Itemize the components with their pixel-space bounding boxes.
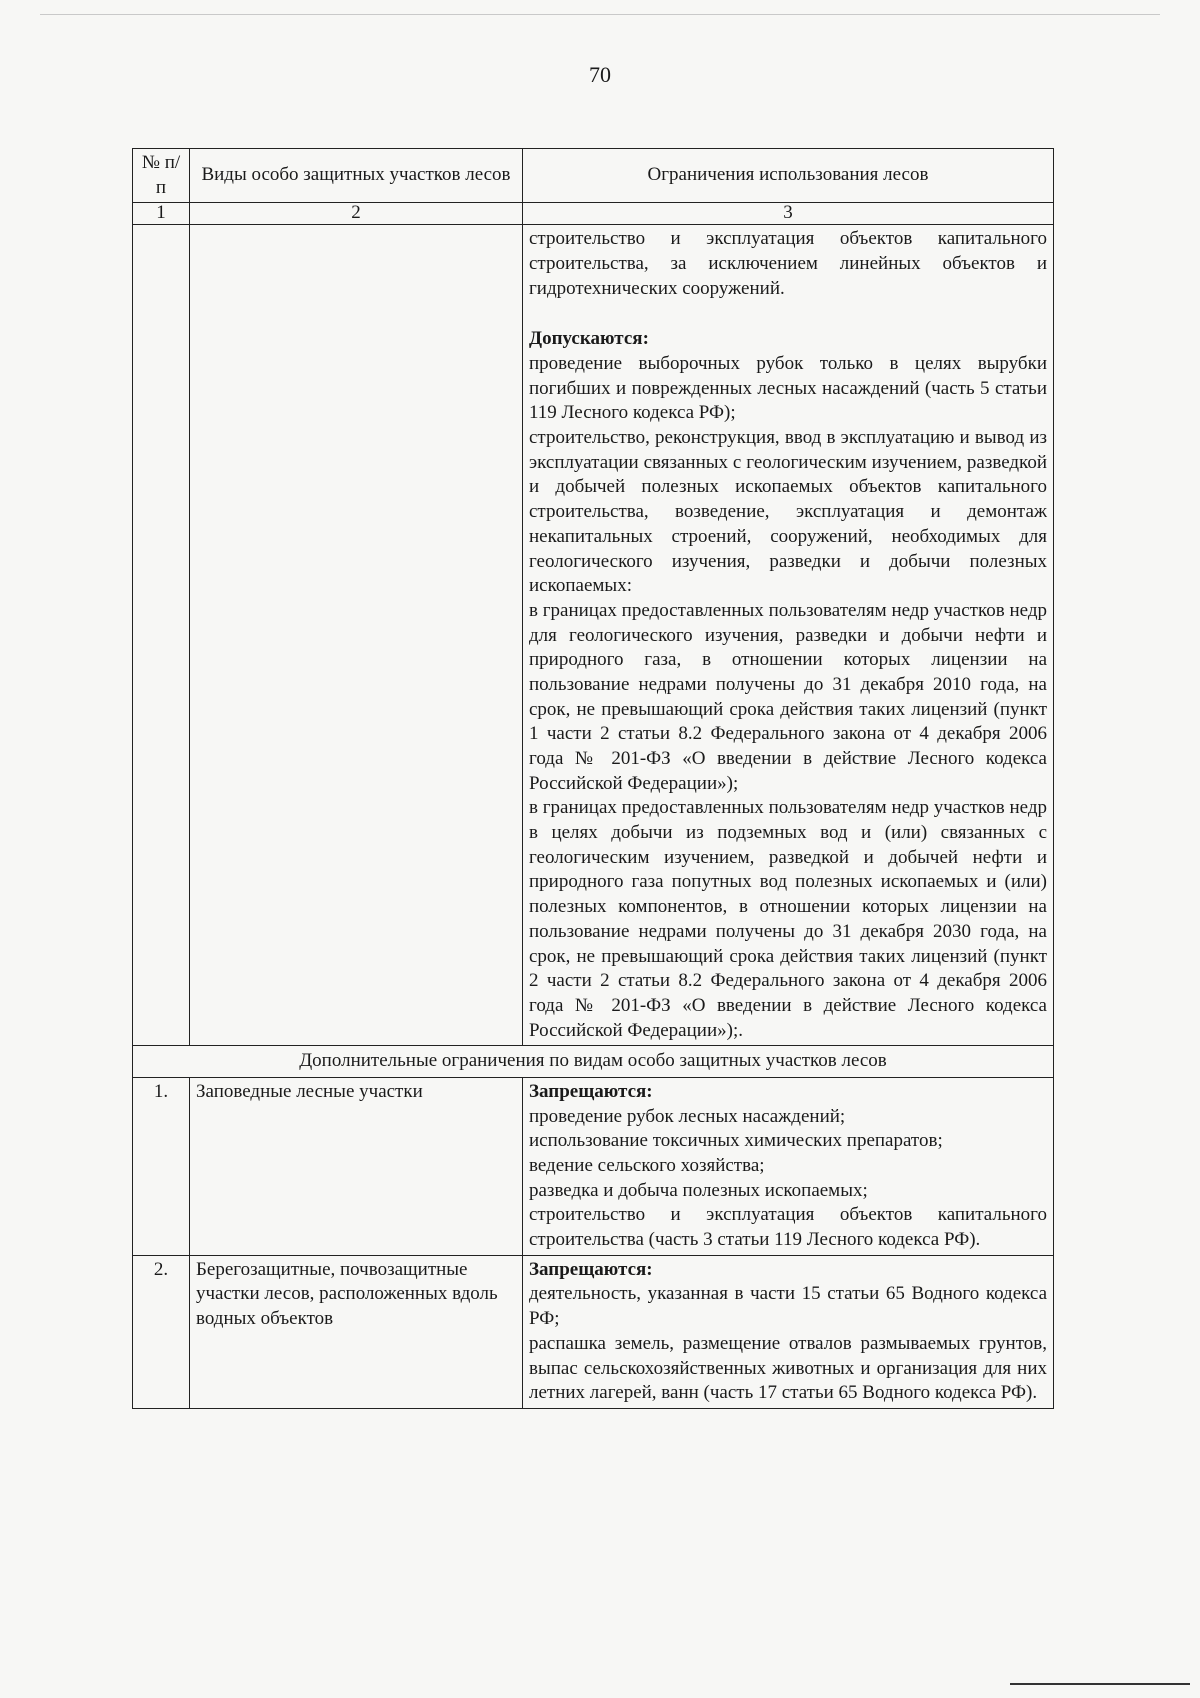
prohibited-item: проведение рубок лесных насаждений; <box>529 1105 846 1127</box>
continuation-num-cell <box>133 225 190 1046</box>
table-header-row <box>133 149 1054 203</box>
table-row <box>133 1255 1054 1408</box>
header-limits: Ограничения использования лесов <box>523 149 1054 203</box>
prohibited-item: распашка земель, размещение отвалов размываемых грунтов, выпас сельскохозяйственных животных и организация для них летних лагерей, ванн (часть 17 статьи 65 Водного кодекса РФ). <box>529 1332 1047 1404</box>
continuation-limits-cell <box>523 225 1054 1046</box>
row-num: 1. <box>133 1077 190 1255</box>
prohibited-item: строительство и эксплуатация объектов капитального строительства (часть 3 статьи 119 Лесного кодекса РФ). <box>529 1204 1047 1251</box>
table-row <box>133 1077 1054 1255</box>
prohibited-item: разведка и добыча полезных ископаемых; <box>529 1179 868 1201</box>
row-type: Заповедные лесные участки <box>190 1077 523 1255</box>
allowed-item: в границах предоставленных пользователям недр участков недр для геологического изучения, разведки и добычи нефти и природного газа, в отношении которых лицензии на пользование недрами получены до 31 декабря 2010 года, на срок, не превышающий срока действия таких лицензий (пункт 1 части 2 статьи 8.2 Федерального закона от 4 декабря 2006 года № 201-ФЗ «О введении в действие Лесного кодекса Российской Федерации»); <box>529 599 1047 794</box>
header-types: Виды особо защитных участков лесов <box>190 149 523 203</box>
scan-artifact-line <box>1010 1683 1190 1685</box>
row-num: 2. <box>133 1255 190 1408</box>
restrictions-table <box>132 148 1054 1409</box>
section-title: Дополнительные ограничения по видам особо защитных участков лесов <box>133 1046 1054 1078</box>
column-number: 2 <box>190 203 523 225</box>
prohibited-item: ведение сельского хозяйства; <box>529 1155 765 1177</box>
column-number: 3 <box>523 203 1054 225</box>
row-type: Берегозащитные, почвозащитные участки лесов, расположенных вдоль водных объектов <box>190 1255 523 1408</box>
row-limits <box>523 1077 1054 1255</box>
prohibited-heading: Запрещаются: <box>529 1080 653 1102</box>
allowed-item: проведение выборочных рубок только в целях вырубки погибших и поврежденных лесных насаждений (часть 5 статьи 119 Лесного кодекса РФ); <box>529 353 1047 424</box>
scan-artifact-line <box>40 14 1160 15</box>
section-title-row <box>133 1046 1054 1078</box>
allowed-item: в границах предоставленных пользователям недр участков недр в целях добычи из подземных вод и (или) связанных с геологическим изучением, разведкой и добычей нефти и природного газа попутных вод полезных ископаемых и (или) полезных компонентов, в отношении которых лицензии на пользование недрами получены до 31 декабря 2030 года, на срок, не превышающий срока действия таких лицензий (пункт 2 части 2 статьи 8.2 Федерального закона от 4 декабря 2006 года № 201-ФЗ «О введении в действие Лесного кодекса Российской Федерации»);. <box>529 797 1047 1041</box>
header-num: № п/п <box>133 149 190 203</box>
column-number: 1 <box>133 203 190 225</box>
allowed-item: строительство, реконструкция, ввод в эксплуатацию и вывод из эксплуатации связанных с геологическим изучением, разведкой и добычей полезных ископаемых объектов капитального строительства, возведение, эксплуатация и демонтаж некапитальных строений, сооружений, необходимых для геологического изучения, разведки и добычи полезных ископаемых: <box>529 427 1047 597</box>
page-number: 70 <box>589 62 611 87</box>
column-numbers-row <box>133 203 1054 225</box>
continuation-type-cell <box>190 225 523 1046</box>
prohibited-heading: Запрещаются: <box>529 1258 653 1280</box>
row-limits <box>523 1255 1054 1408</box>
prohibited-tail: строительство и эксплуатация объектов капитального строительства, за исключением линейных объектов и гидротехнических сооружений. <box>529 228 1047 299</box>
allowed-heading: Допускаются: <box>529 328 649 350</box>
prohibited-item: использование токсичных химических препаратов; <box>529 1130 943 1152</box>
prohibited-item: деятельность, указанная в части 15 статьи 65 Водного кодекса РФ; <box>529 1283 1047 1330</box>
continuation-row <box>133 225 1054 1046</box>
